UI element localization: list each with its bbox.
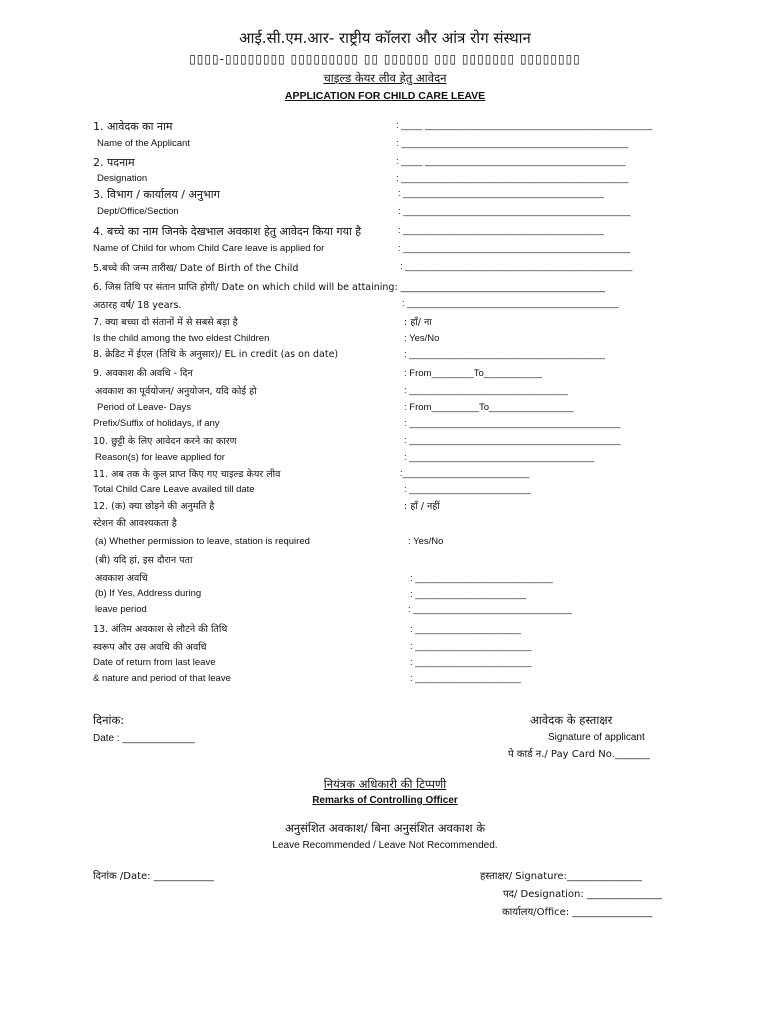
recommend-english: Leave Recommended / Leave Not Recommended.: [272, 840, 498, 851]
field-label: (a) Whether permission to leave, station is required: [95, 536, 310, 547]
field-value[interactable]: : ____________________: [410, 673, 521, 684]
field-label: अठारह वर्ष/ 18 years.: [93, 300, 182, 311]
field-label: Designation: [97, 173, 148, 184]
field-value[interactable]: : हाँ / नहीं: [404, 501, 440, 512]
field-label: 5.बच्चे की जन्म तारीख/ Date of Birth of the Child: [93, 263, 299, 274]
field-value[interactable]: : __________________________: [410, 573, 553, 584]
field-label: Dept/Office/Section: [97, 206, 179, 217]
field-label: 13. अंतिम अवकाश से लौटने की तिथि: [93, 624, 228, 635]
remarks-date-field[interactable]: दिनांक /Date: ____________: [93, 871, 214, 882]
field-label: leave period: [95, 604, 147, 615]
field-label: अवकाश अवधि: [95, 573, 148, 584]
field-value[interactable]: : From________To___________: [404, 368, 542, 379]
field-value[interactable]: : ____ ___________________________________________: [396, 120, 653, 131]
form-title-english: APPLICATION FOR CHILD CARE LEAVE: [284, 90, 486, 102]
institute-name-hindi: आई.सी.एम.आर- राष्ट्रीय कॉलरा और आंत्र रोग संस्थान: [239, 29, 531, 47]
applicant-signature-english: Signature of applicant: [548, 732, 645, 743]
field-label: Name of the Applicant: [97, 138, 190, 149]
date-label-hindi: दिनांक:: [93, 713, 125, 727]
field-label: स्वरूप और उस अवधि की अवधि: [93, 642, 207, 653]
officer-signature-field[interactable]: हस्ताक्षर/ Signature:_______________: [480, 871, 642, 882]
field-label: 8. क्रेडिट में ईएल (तिथि के अनुसार)/ EL in credit (as on date): [93, 349, 339, 360]
field-label: 9. अवकाश की अवधि - दिन: [93, 368, 193, 379]
field-value[interactable]: : ____________________: [410, 624, 521, 635]
field-label[interactable]: 6. जिस तिथि पर संतान प्राप्ति होगी/ Date on which child will be attaining: ___________________________________________: [93, 282, 605, 293]
field-value[interactable]: : Yes/No: [408, 536, 444, 547]
field-label: 1. आवेदक का नाम: [93, 120, 173, 133]
field-label: 12. (क) क्या छोड़ने की अनुमति है: [93, 501, 215, 512]
field-label: अवकाश का पूर्वयोजन/ अनुयोजन, यदि कोई हो: [95, 386, 257, 397]
date-field[interactable]: Date : _____________: [93, 733, 195, 744]
field-value[interactable]: : ________________________________________: [402, 298, 619, 309]
field-label: Prefix/Suffix of holidays, if any: [93, 418, 220, 429]
field-label: (बी) यदि हां, इस दौरान पता: [95, 555, 193, 566]
field-value[interactable]: : ____ ______________________________________: [396, 156, 626, 167]
field-value[interactable]: : ______________________: [410, 641, 532, 652]
field-label: 10. छुट्टी के लिए आवेदन करने का कारण: [93, 436, 237, 447]
field-label: 11. अब तक के कुल प्राप्त किए गए चाइल्ड केयर लीव: [93, 469, 281, 480]
field-value[interactable]: : ______________________: [410, 657, 532, 668]
remarks-title-hindi: नियंत्रक अधिकारी की टिप्पणी: [323, 777, 447, 791]
field-value[interactable]: : ___________________________________________: [398, 206, 631, 217]
field-value[interactable]: :________________________: [400, 468, 530, 479]
field-value[interactable]: : हाँ/ ना: [404, 317, 432, 328]
field-value[interactable]: : ______________________________________: [398, 225, 605, 236]
field-label: Name of Child for whom Child Care leave is applied for: [93, 243, 325, 254]
field-value[interactable]: : _____________________: [410, 589, 527, 600]
field-label: & nature and period of that leave: [93, 673, 231, 684]
field-value[interactable]: : ________________________________________: [404, 418, 621, 429]
field-value[interactable]: : ___________________________________________: [396, 138, 629, 149]
field-label: 3. विभाग / कार्यालय / अनुभाग: [93, 188, 220, 201]
pay-card-field[interactable]: पे कार्ड न./ Pay Card No._______: [508, 749, 650, 760]
field-label: Period of Leave- Days: [97, 402, 191, 413]
field-value[interactable]: : ___________________________________: [404, 452, 595, 463]
field-value[interactable]: : From_________To________________: [404, 402, 574, 413]
field-value[interactable]: : _____________________________________: [404, 349, 605, 360]
field-value[interactable]: : ______________________________: [404, 385, 568, 396]
field-label: Is the child among the two eldest Children: [93, 333, 270, 344]
field-value[interactable]: : ___________________________________________: [400, 261, 633, 272]
field-value[interactable]: : ___________________________________________: [398, 243, 631, 254]
field-label: Reason(s) for leave applied for: [95, 452, 225, 463]
field-value[interactable]: : ___________________________________________: [396, 173, 629, 184]
remarks-title-english: Remarks of Controlling Officer: [312, 795, 458, 806]
field-label: स्टेशन की आवश्यकता है: [93, 518, 177, 529]
field-label: (b) If Yes, Address during: [95, 588, 202, 599]
field-value[interactable]: : ________________________________________: [404, 435, 621, 446]
field-label: 4. बच्चे का नाम जिनके देखभाल अवकाश हेतु आवेदन किया गया है: [93, 225, 362, 238]
field-value[interactable]: : Yes/No: [404, 333, 440, 344]
field-label: 2. पदनाम: [93, 156, 135, 169]
form-title-hindi: चाइल्ड केयर लीव हेतु आवेदन: [323, 71, 447, 85]
field-value[interactable]: : ______________________________: [408, 604, 572, 615]
officer-designation-field[interactable]: पद/ Designation: _______________: [503, 889, 662, 900]
institute-name-garbled: ▯▯▯▯-▯▯▯▯▯▯▯▯ ▯▯▯▯▯▯▯▯▯ ▯▯ ▯▯▯▯▯▯ ▯▯▯ ▯▯▯▯▯▯▯ ▯▯▯▯▯▯▯▯: [189, 52, 581, 66]
applicant-signature-hindi: आवेदक के हस्ताक्षर: [530, 713, 613, 727]
recommend-hindi: अनुसंशित अवकाश/ बिना अनुसंशित अवकाश के: [284, 821, 486, 835]
field-value[interactable]: : ______________________________________: [398, 188, 605, 199]
field-label: Date of return from last leave: [93, 657, 216, 668]
field-value[interactable]: : _______________________: [404, 484, 531, 495]
field-label: Total Child Care Leave availed till date: [93, 484, 255, 495]
field-label: 7. क्या बच्चा दो संतानों में से सबसे बड़ा है: [93, 317, 238, 328]
officer-office-field[interactable]: कार्यालय/Office: ________________: [502, 907, 653, 918]
